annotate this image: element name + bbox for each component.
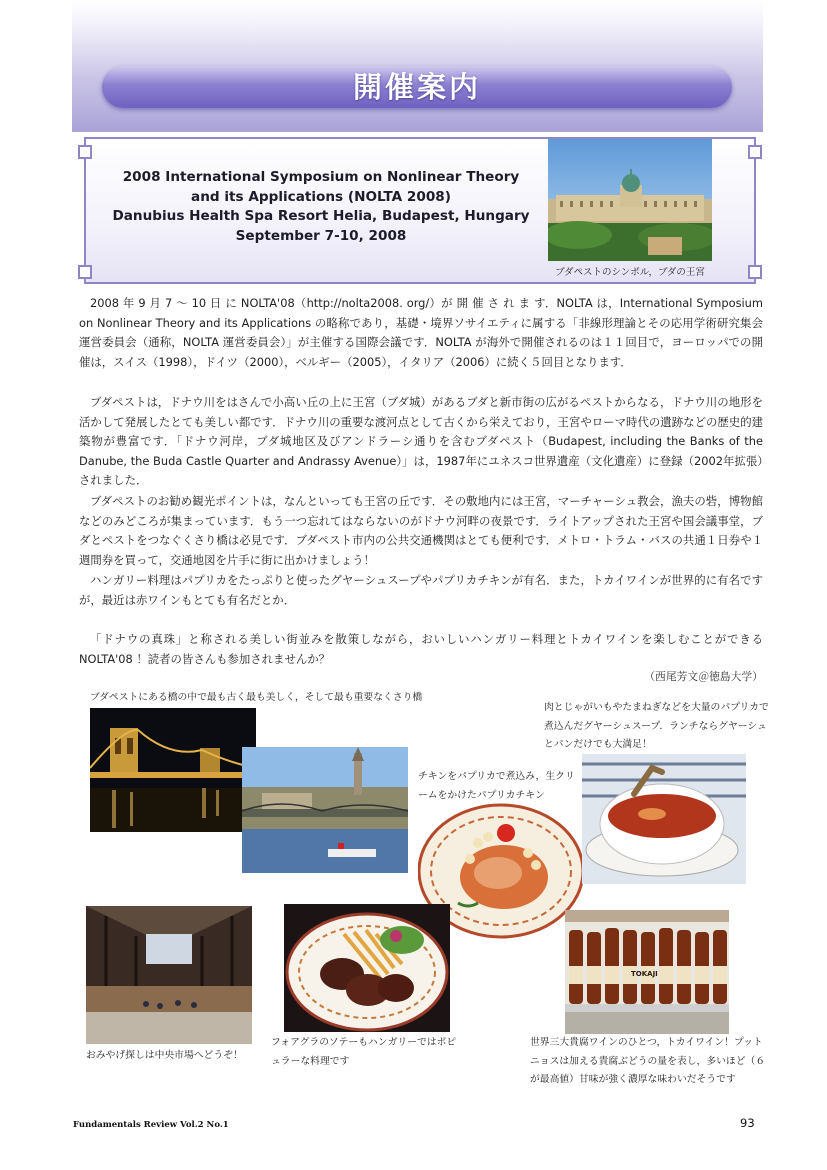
paprika-chicken-caption: チキンをパプリカで煮込み，生クリームをかけたパプリカチキン [418,771,575,801]
frame-corner-ornament [748,265,762,279]
budapest-paragraph: ブダペストは，ドナウ川をはさんで小高い丘の上に王宮（ブダ城）があるブダと新市街の広がるペストからなる，ドナウ川の地形を活かして発展したとても美しい都です．ドナウ川の重要な渡河点として古くから栄えており，王宮やローマ時代の遺跡などの歴史的建築物が豊富です．「ドナウ河岸，ブダ城地区及びアンドラーシ通りを含むブダペスト（Budapest, including the Banks of the Danube, the Buda Castle Quarter and Andrassy Avenue）」は，1987年にユネスコ世界遺産（文化遺産）に登録（2002年拡張）されました． [79,395,763,487]
danube-day-photo [242,747,408,873]
conference-line: and its Applications (NOLTA 2008) [191,188,451,205]
tokaji-label-text: TOKAJI [631,970,658,978]
frame-corner-ornament [748,145,762,159]
goulash-soup-photo [582,754,746,884]
title-banner [102,66,732,108]
author-signature: （西尾芳文＠徳島大学） [644,670,763,683]
tokaji-caption: 世界三大貴腐ワインのひとつ，トカイワイン！プットニョスは加える貴腐ぶどうの量を表し，多いほど（６が最高値）甘味が強く濃厚な味わいだそうです [530,1037,766,1085]
foie-gras-photo [284,904,450,1032]
sightseeing-paragraph: ブダペストのお勧め観光ポイントは，なんといっても王宮の丘です．その敷地内には王宮，マーチャーシュ教会，漁夫の砦，博物館などのみどころが集まっています．もう一つ忘れてはならないのがドナウ河畔の夜景です．ライトアップされた王宮や国会議事堂，ブダとペストをつなぐくさり橋は必見です．ブダペスト市内の公共交通機関はとても便利です．メトロ・トラム・バスの共通１日券や１週間券を買って，交通地図を片手に街に出かけましょう！ [79,494,763,567]
closing-paragraph: 「ドナウの真珠」と称される美しい街並みを散策しながら，おいしいハンガリー料理とトカイワインを楽しむことができる NOLTA'08 ！読者の皆さんも参加されませんか？ [79,632,763,666]
cuisine-paragraph: ハンガリー料理はパプリカをたっぷりと使ったグヤーシュスープやパプリカチキンが有名．また，トカイワインが世界的に有名ですが，最近は赤ワインもとても有名だとか． [79,573,763,607]
goulash-caption: 肉とじゃがいもやたまねぎなどを大量のパプリカで煮込んだグヤーシュスープ．ランチならグヤーシュとパンだけでも大満足！ [544,702,769,750]
foie-gras-caption: フォアグラのソテーもハンガリーではポピュラーな料理です [271,1037,457,1067]
frame-corner-ornament [78,145,92,159]
conference-line: September 7-10, 2008 [235,227,407,244]
frame-corner-ornament [78,265,92,279]
page-number: 93 [740,1116,755,1130]
page-title: 開催案内 [352,70,481,104]
market-caption: おみやげ探しは中央市場へどうぞ！ [86,1050,243,1061]
tokaji-wine-photo [565,910,729,1034]
journal-footer: Fundamentals Review Vol.2 No.1 [73,1120,229,1130]
conference-line: Danubius Health Spa Resort Helia, Budapest, Hungary [112,208,530,224]
conference-title [96,168,546,246]
central-market-photo [86,906,252,1044]
bridge-caption: ブダペストにある橋の中で最も古く最も美しく，そして最も重要なくさり橋 [90,692,423,703]
buda-castle-photo [548,139,712,261]
intro-paragraph: 2008 年 9 月 7 ～ 10 日 に NOLTA'08（http://nolta2008. org/）が 開 催 さ れ ま す．NOLTA は，International Symposium on Nonlinear Theory and its Applications の略称であり，基礎・境界ソサイエティに属する「非線形理論とその応用学術研究集会運営委員会（通称，NOLTA 運営委員会）」が主催する国際会議です．NOLTA が海外で開催されるのは１１回目で，ヨーロッパでの開催は，スイス（1998），ドイツ（2000），ベルギー（2005），イタリア（2006）に続く５回目となります． [79,296,763,369]
palace-photo-caption: ブダペストのシンボル，ブダの王宮 [555,267,705,278]
conference-line: 2008 International Symposium on Nonlinear Theory [122,169,520,185]
chain-bridge-night-photo [90,708,256,832]
